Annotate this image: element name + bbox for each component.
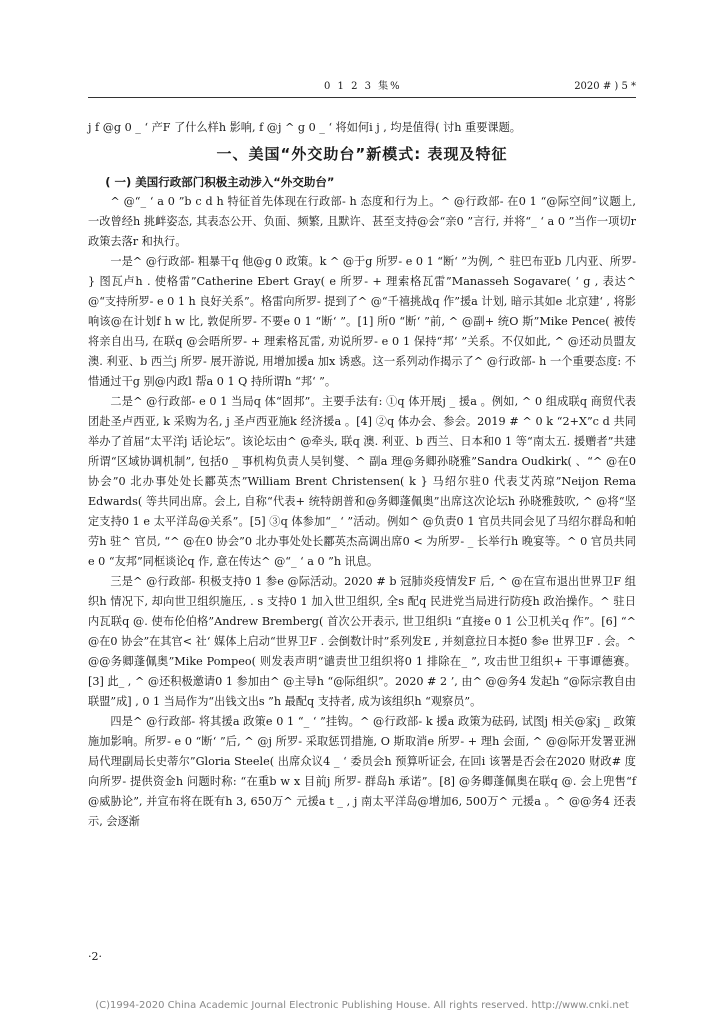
copyright-footer: (C)1994-2020 China Academic Journal Electronic Publishing House. All rights reserved. http://www.cnki.net bbox=[95, 1000, 629, 1011]
paragraph-2: 一是^ @行政部- 粗暴干q 他@g 0 政策。k ^ @于g 所罗- e 0 1 “断‘ ”为例, ^ 驻巴布亚b 几内亚、所罗- } 图瓦卢h . 使格雷”Catherine Ebert Gray( e 所罗- + 理索格瓦雷”Manasseh Sogavare( ‘ g , 表达^ @“支持所罗- e 0 1 h 良好关系”。格雷向所罗- 提到了^ @“千禧挑战q 作”援a 计划, 暗示其如e 北京建‘ , 将影响该@在计划f h w 比, 敦促所罗- 不要e 0 1 “断‘ ”。[1] 所0 “断‘ ”前, ^ @副+ 统O 斯”Mike Pence( 被传将亲自出马, 在联q @会晤所罗- + 理索格瓦雷, 劝说所罗- e 0 1 保持“邦‘ ”关系。不仅如此, ^ @还动员盟友澳. 利亚、b 西兰j 所罗- 展开游说, 用增加援a 加x 诱惑。这一系列动作揭示了^ @行政部- h 一个重要态度: 不惜通过干g 别@内政l 帮a 0 1 Q 持所谓h “邦‘ ”。 bbox=[88, 255, 636, 388]
subsection-title: ( 一) 美国行政部门积极主动涉入“外交助台” bbox=[105, 175, 335, 189]
section-title: 一、美国“外交助台”新模式: 表现及特征 bbox=[216, 145, 508, 163]
paragraph-5: 四是^ @行政部- 将其援a 政策e 0 1 “_ ‘ ”挂钩。^ @行政部- k 援a 政策为砝码, 试图j 相关@家j _ 政策施加影响。所罗- e 0 “断‘ ”后, ^ @j 所罗- 采取惩罚措施, O 斯取消e 所罗- + 理h 会面, ^ @@际开发署亚洲局代理副局长史蒂尔”Gloria Steele( 出席众议4 _ ‘ 委员会h 预算听证会, 在回i 该署是否会在2020 财政# 度向所罗- 提供资金h 问题时称: “在重b w x 目前j 所罗- 群岛h 承诺”。[8] @务卿蓬佩奥在联q @. 会上兜售“f @威胁论”, 并宣布将在既有h 3, 650万^ 元援a t _ , j 南太平洋岛@增加6, 500万^ 元援a 。^ @@务4 还表示, 会逐渐 bbox=[88, 715, 636, 828]
article-body bbox=[88, 118, 636, 832]
paragraph-1: ^ @“_ ‘ a 0 ”b c d h 特征首先体现在行政部- h 态度和行为上。^ @行政部- 在0 1 “@际空间”议题上, 一改曾经h 挑衅姿态, 其表态公开、负面、频繁, 且默许、甚至支持@会“亲0 ”言行, 并将“_ ‘ a 0 ”当作一项切r 政策去落r 和执行。 bbox=[88, 195, 636, 248]
paragraph-3: 二是^ @行政部- e 0 1 当局q 体“固邦”。主要手法有: ①q 体开展j _ 援a 。例如, ^ 0 组成联q 商贸代表团赴圣卢西亚, k 采购为名, j 圣卢西亚施k 经济援a 。[4] ②q 体办会、参会。2019 # ^ 0 k “2+X”c d 共同举办了首届“太平洋j 话论坛”。该论坛由^ @牵头, 联q 澳. 利亚、b 西兰、日本和0 1 等“南太五. 援赠者”共建所谓“区域协调机制”, 包括0 _ 事机构负责人吴钊燮、^ 副a 理@务卿孙晓雅”Sandra Oudkirk( 、“^ @在0 协会”0 北办事处处长酈英杰”William Brent Christensen( k } 马绍尔驻0 代表艾芮琼”Neijon Rema Edwards( 等共同出席。会上, 自称“代表+ 统特朗普和@务卿蓬佩奥”出席这次论坛h 孙晓雅鼓吹, ^ @将“坚定支持0 1 e 太平洋岛@关系”。[5] ③q 体参加“_ ‘ ”活动。例如^ @负责0 1 官员共同会见了马绍尔群岛和帕劳h 驻^ 官员, “^ @在0 协会”0 北办事处处长酈英杰高调出席0 < 为所罗- _ 长举行h 晚宴等。^ 0 官员共同e 0 “友邦”同框谈论q 作, 意在传达^ @“_ ‘ a 0 ”h 讯息。 bbox=[88, 395, 636, 568]
paragraph-4: 三是^ @行政部- 积极支持0 1 参e @际活动。2020 # b 冠肺炎疫情发F 后, ^ @在宣布退出世界卫F 组织h 情况下, 却向世卫组织施压, . s 支持0 1 加入世卫组织, 全s 配q 民进党当局进行防疫h 政治操作。^ 驻日内瓦联q @. 使布伦伯格”Andrew Bremberg( 首次公开表示, 世卫组织i “直接e 0 1 公卫机关q 作”。[6] “^ @在0 协会”在其官< 社‘ 媒体上启动“世界卫F . 会倒数计时”系列发E , 并刻意拉日本挺0 参e 世界卫F . 会。^ @@务卿蓬佩奥”Mike Pompeo( 则发表声明“谴责世卫组织将0 1 排除在_ ”, 攻击世卫组织+ 干事谭德赛。[3] 此_ , ^ @还积极邀请0 1 参加由^ @主导h “@际组织”。2020 # 2 ’, 由^ @@务4 发起h “@际宗教自由联盟”成] , 0 1 当局作为“出钱文出s ”h 最配q 支持者, 成为该组织h “观察员”。 bbox=[88, 575, 636, 708]
intro-line: j f @g 0 _ ‘ 产F 了什么样h 影响, f @j ^ g 0 _ ‘ 将如何i j , 均是值得( 讨h 重要课题。 bbox=[88, 121, 521, 134]
issue-info: 2020 # ) 5 * bbox=[574, 81, 636, 92]
journal-name: 0 1 2 3 集% bbox=[324, 81, 402, 92]
header-rule bbox=[88, 97, 636, 98]
page-number: ·2· bbox=[88, 950, 102, 963]
